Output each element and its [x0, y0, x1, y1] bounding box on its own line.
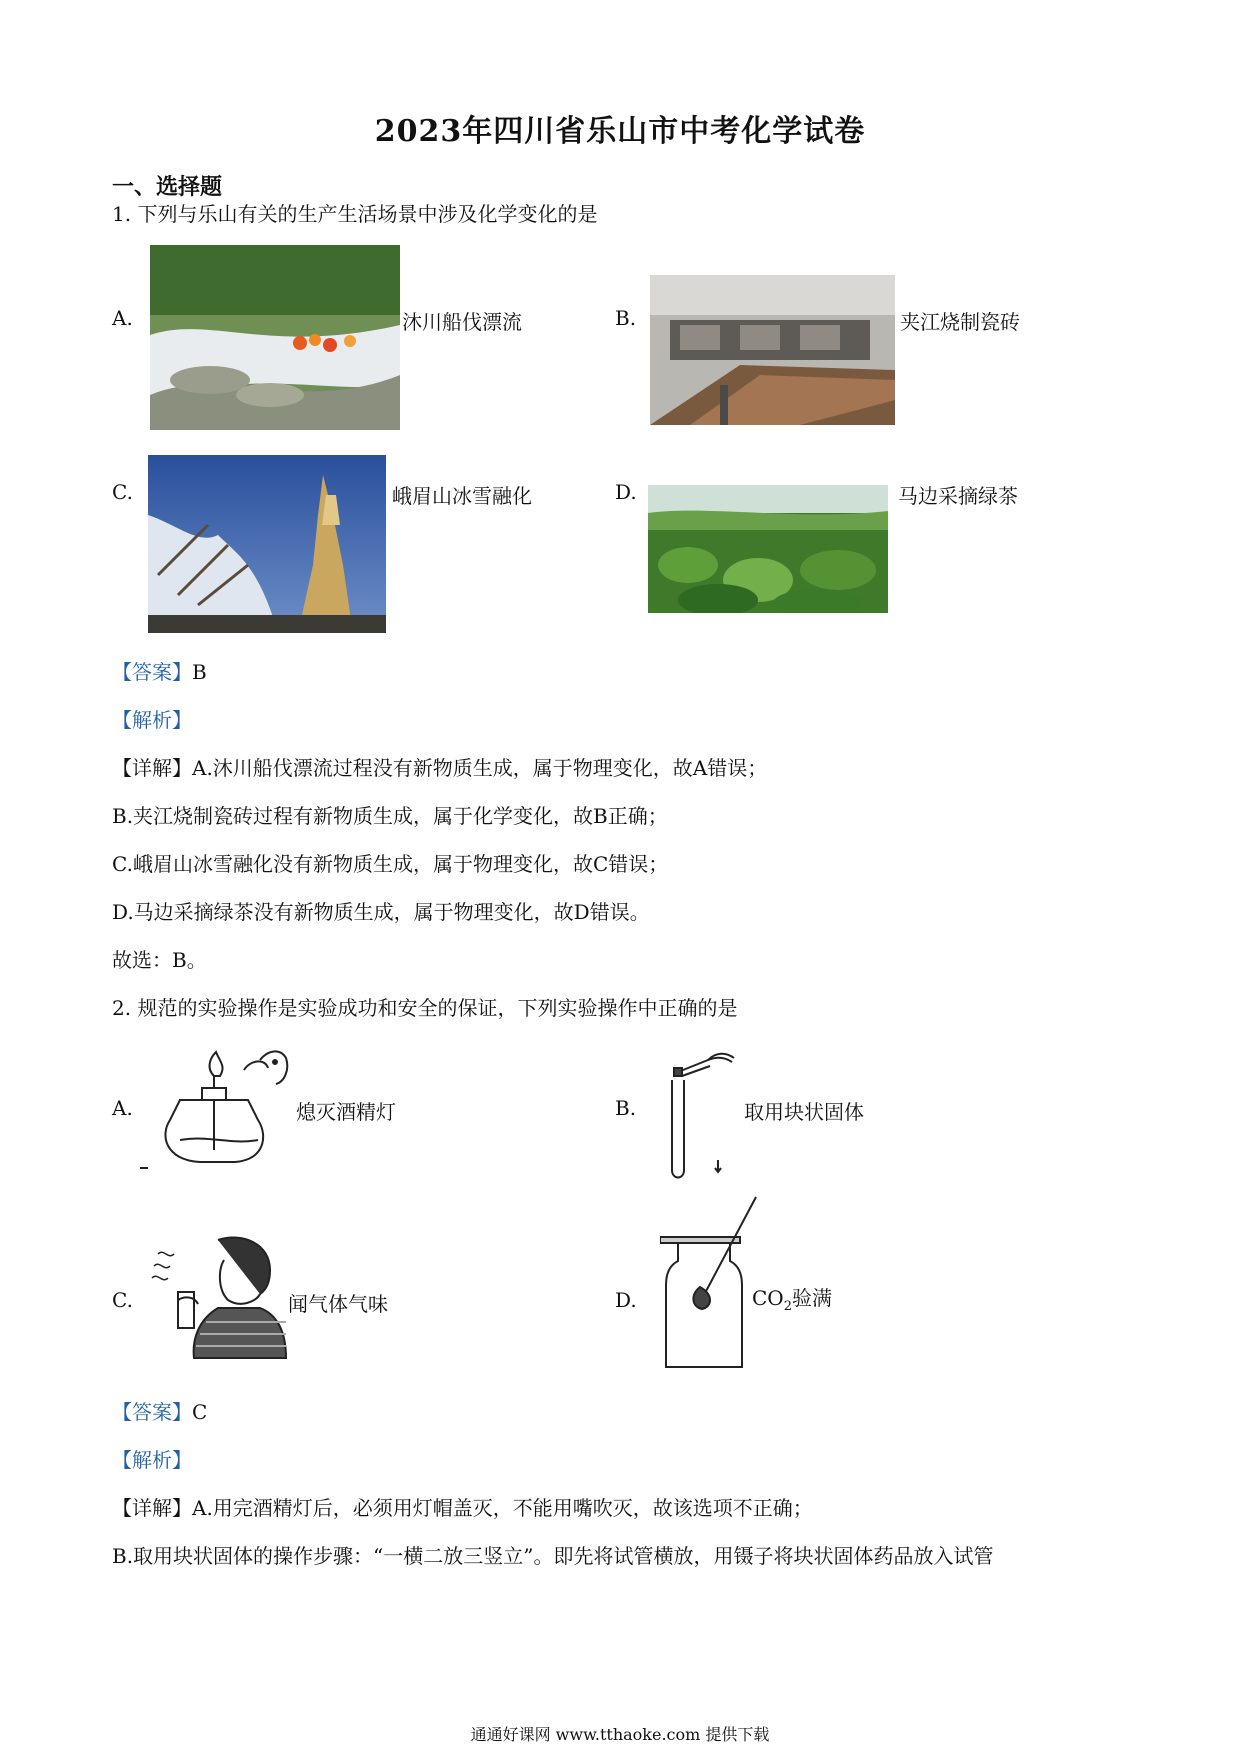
q1-detail-line-c: C.峨眉山冰雪融化没有新物质生成，属于物理变化，故C错误；: [112, 852, 669, 876]
q1-answer: [112, 656, 207, 685]
q1-option-d-caption: 马边采摘绿茶: [898, 484, 1018, 508]
q1-option-a-image: [150, 245, 400, 430]
q2-option-c-caption: 闻气体气味: [288, 1292, 388, 1316]
section-heading: 一、选择题: [112, 174, 223, 200]
q1-option-c-caption: 峨眉山冰雪融化: [392, 484, 532, 508]
q2-option-a-caption: 熄灭酒精灯: [296, 1100, 396, 1124]
q1-answer-label: 【答案】: [112, 660, 192, 684]
q1-option-b-letter: B.: [615, 306, 637, 330]
q2-option-b-image: [660, 1050, 740, 1185]
q2-detail-1: [112, 1492, 813, 1521]
q2-detail-line-b: B.取用块状固体的操作步骤：“一横二放三竖立”。即先将试管横放，用镊子将块状固体药品放入试管: [112, 1544, 994, 1568]
q2-analysis-label: 【解析】: [112, 1448, 192, 1472]
q2-option-b-letter: B.: [615, 1096, 637, 1120]
q2-option-d-caption: [752, 1282, 832, 1314]
q1-conclusion: 故选：B。: [112, 948, 207, 972]
q1-option-a-letter: A.: [112, 306, 133, 330]
q1-detail-line-a: A.沐川船伐漂流过程没有新物质生成，属于物理变化，故A错误；: [192, 756, 768, 780]
q2-answer-value: C: [192, 1400, 208, 1424]
q2-detail-line-a: A.用完酒精灯后，必须用灯帽盖灭，不能用嘴吹灭，故该选项不正确；: [192, 1496, 813, 1520]
page-footer: 通通好课网 www.tthaoke.com 提供下载: [470, 1725, 770, 1744]
q1-detail-line-b: B.夹江烧制瓷砖过程有新物质生成，属于化学变化，故B正确；: [112, 804, 668, 828]
q2-option-d-caption-sub: 2: [783, 1299, 792, 1314]
q1-option-b-image: [650, 275, 895, 425]
q1-option-c-letter: C.: [112, 480, 133, 504]
q2-option-c-image: [148, 1230, 288, 1360]
q2-answer: [112, 1396, 207, 1425]
q2-option-d-caption-post: 验满: [791, 1286, 832, 1310]
q1-option-d-letter: D.: [615, 480, 637, 504]
q2-option-c-letter: C.: [112, 1288, 133, 1312]
q2-detail-label: 【详解】: [112, 1496, 192, 1520]
q2-option-d-caption-pre: CO: [752, 1286, 784, 1310]
q1-detail-label: 【详解】: [112, 756, 192, 780]
question-2-stem: 2. 规范的实验操作是实验成功和安全的保证，下列实验操作中正确的是: [112, 996, 738, 1020]
q1-answer-value: B: [192, 660, 207, 684]
q1-option-b-caption: 夹江烧制瓷砖: [900, 310, 1020, 334]
q2-option-a-letter: A.: [112, 1096, 133, 1120]
q1-option-a-caption: 沐川船伐漂流: [402, 310, 522, 334]
page-title: 2023年四川省乐山市中考化学试卷: [374, 114, 866, 149]
q2-answer-label: 【答案】: [112, 1400, 192, 1424]
q1-detail-1: [112, 752, 767, 781]
q2-option-b-caption: 取用块状固体: [744, 1100, 864, 1124]
q2-option-a-image: [140, 1040, 290, 1175]
q1-detail-line-d: D.马边采摘绿茶没有新物质生成，属于物理变化，故D错误。: [112, 900, 650, 924]
q1-option-c-image: [148, 455, 386, 633]
q1-option-d-image: [648, 485, 888, 613]
q2-option-d-letter: D.: [615, 1288, 637, 1312]
q1-analysis-label: 【解析】: [112, 708, 192, 732]
question-1-stem: 1. 下列与乐山有关的生产生活场景中涉及化学变化的是: [112, 202, 598, 226]
